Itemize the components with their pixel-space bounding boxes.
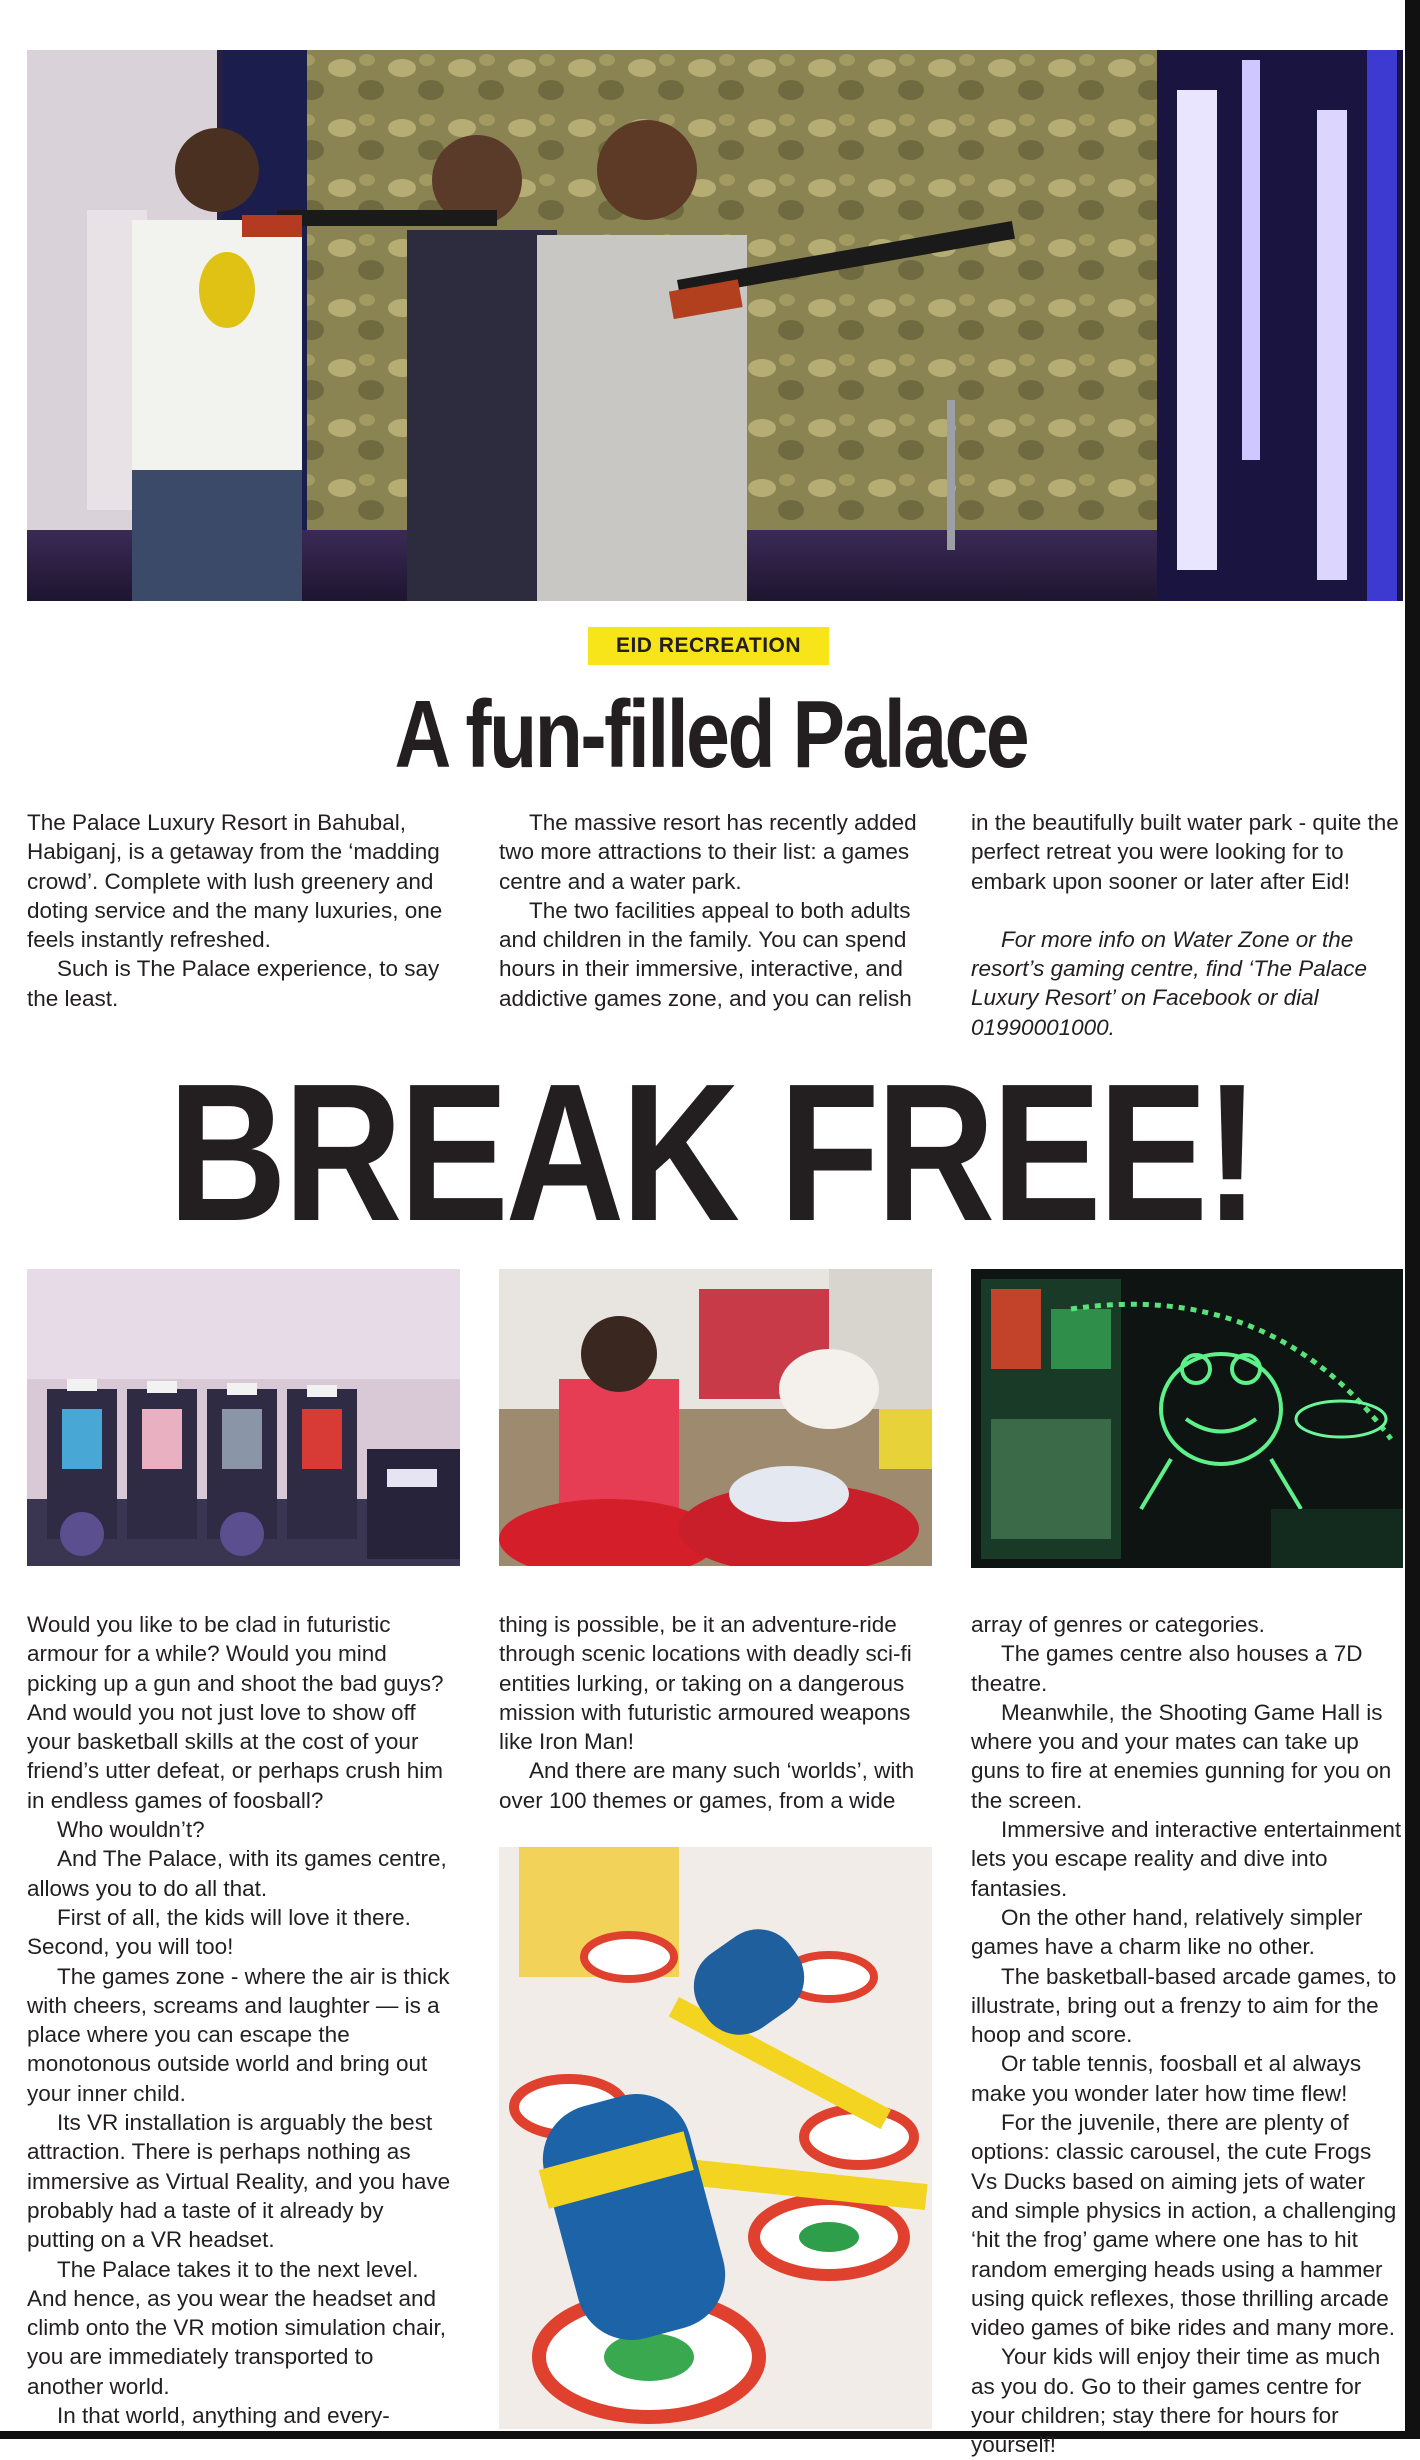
body-paragraph: The Palace takes it to the next level. And hence, as you wear the headset and climb onto the VR motion simulation chair, you are immediately transported to another world. <box>27 2256 446 2399</box>
body-paragraph: array of genres or categories. <box>971 1612 1265 1637</box>
intro-paragraph: Such is The Palace experience, to say the least. <box>27 956 440 1011</box>
intro-paragraph: The Palace Luxury Resort in Bahubal, Habiganj, is a getaway from the ‘madding crowd’. Complete with lush greenery and doting service and the many luxuries, one feels instantly refreshed. <box>27 810 443 953</box>
body-paragraph: First of all, the kids will love it there. Second, you will too! <box>27 1904 411 1960</box>
body-paragraph: On the other hand, relatively simpler games have a charm like no other. <box>971 1904 1363 1960</box>
body-paragraph: The games zone - where the air is thick with cheers, screams and laughter — is a place where you can escape the monotonous outside world and bring out your inner child. <box>27 1963 450 2106</box>
intro-column-1 <box>27 808 455 1013</box>
body-paragraph: Would you like to be clad in futuristic armour for a while? Would you mind picking up a gun and shoot the bad guys? And would you not just love to show off your basketball skills at the cost of your friend’s utter defeat, or perhaps crush him in endless games of foosball? <box>27 1612 444 1813</box>
body-paragraph: Who wouldn’t? <box>57 1817 205 1843</box>
section-headline: BREAK FREE! <box>168 1043 1257 1262</box>
body-paragraph: For the juvenile, there are plenty of options: classic carousel, the cute Frogs Vs Ducks based on aiming jets of water and simple physics in action, a challenging ‘hit the frog’ game where one has to hit random emerging heads using a hammer using quick reflexes, those thrilling arcade video games of bike rides and many more. <box>971 2110 1397 2341</box>
hammer-game-photo <box>499 1847 932 2429</box>
page-edge-rule <box>1405 0 1420 2439</box>
shooting-game-photo <box>27 50 1403 601</box>
kid-ride-photo <box>499 1269 932 1566</box>
body-paragraph: Or table tennis, foosball et al always make you wonder later how time flew! <box>971 2051 1362 2106</box>
intro-column-3 <box>971 808 1401 1042</box>
section-kicker: EID RECREATION <box>588 627 829 665</box>
body-paragraph: And The Palace, with its games centre, allows you to do all that. <box>27 1846 447 1901</box>
intro-paragraph: The two facilities appeal to both adults and children in the family. You can spend hours in their immersive, interactive, and addictive games zone, and you can relish <box>499 897 912 1011</box>
intro-column-2 <box>499 808 927 1013</box>
body-paragraph: Meanwhile, the Shooting Game Hall is where you and your mates can take up guns to fire at enemies gunning for you on the screen. <box>971 1699 1392 1813</box>
frog-arcade-photo <box>971 1269 1403 1568</box>
body-paragraph: The games centre also houses a 7D theatre. <box>971 1641 1363 1696</box>
body-paragraph: In that world, anything and every- <box>57 2403 390 2429</box>
body-paragraph: The basketball-based arcade games, to illustrate, bring out a frenzy to aim for the hoop and score. <box>971 1963 1397 2048</box>
body-paragraph: And there are many such ‘worlds’, with over 100 themes or games, from a wide <box>499 1758 915 1813</box>
intro-paragraph: in the beautifully built water park - quite the perfect retreat you were looking for to embark upon sooner or later after Eid! <box>971 810 1399 894</box>
vr-chairs-photo <box>27 1269 460 1566</box>
body-column-1 <box>27 1610 455 2430</box>
contact-info: For more info on Water Zone or the resort’s gaming centre, find ‘The Palace Luxury Resort’ on Facebook or dial 01990001000. <box>971 926 1368 1040</box>
body-paragraph: thing is possible, be it an adventure-ride through scenic locations with deadly sci-fi entities lurking, or taking on a dangerous mission with futuristic armoured weapons like Iron Man! <box>499 1612 912 1755</box>
body-paragraph: Immersive and interactive entertainment lets you escape reality and dive into fantasies. <box>971 1817 1402 1901</box>
intro-paragraph: The massive resort has recently added two more attractions to their list: a games centre and a water park. <box>499 810 917 894</box>
body-paragraph: Its VR installation is arguably the best attraction. There is perhaps nothing as immersive as Virtual Reality, and you have probably had a taste of it already by putting on a VR headset. <box>27 2110 451 2253</box>
article-headline: A fun-filled Palace <box>394 681 1028 788</box>
body-column-2 <box>499 1610 927 1815</box>
body-column-3 <box>971 1610 1403 2460</box>
body-paragraph: Your kids will enjoy their time as much as you do. Go to their games centre for your children; stay there for hours for yourself! <box>971 2344 1381 2458</box>
